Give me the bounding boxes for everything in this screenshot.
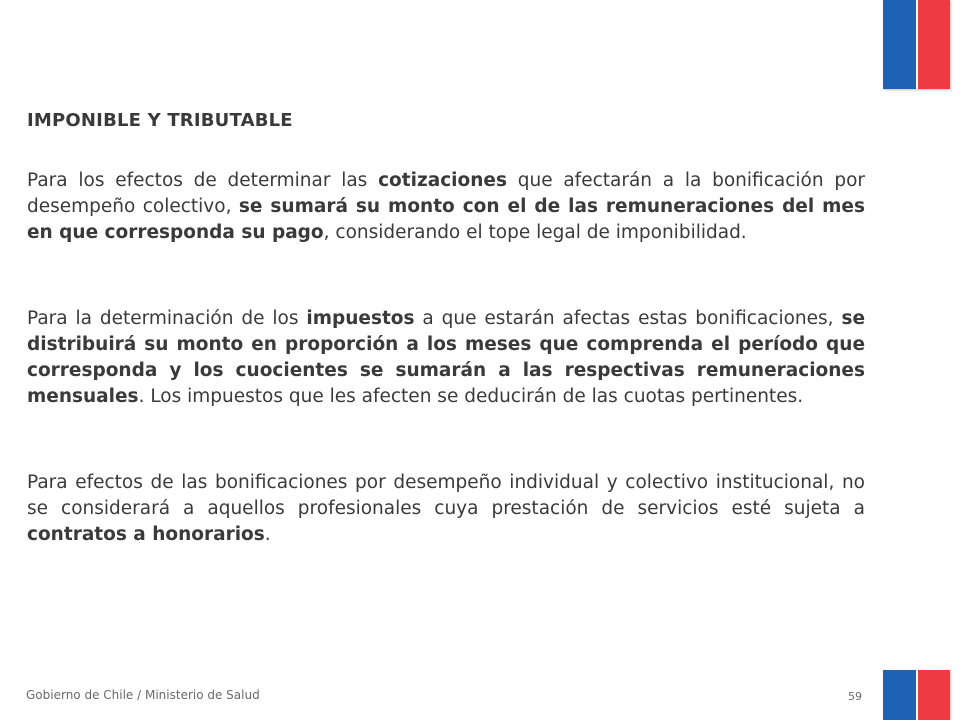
paragraph-honorarios: [27, 470, 865, 548]
body-text: a que estarán afectas estas bonificaciones,: [414, 308, 842, 329]
emphasis-text: se distribuirá su monto en proporción a los meses que comprenda el período que corresponda y los cuocientes se sumarán a las respectivas remuneraciones mensuales: [27, 308, 866, 407]
emphasis-text: contratos a honorarios: [27, 524, 265, 545]
body-text: Para la determinación de los: [27, 308, 307, 329]
body-text: .: [264, 524, 271, 545]
paragraph-impuestos: [27, 306, 865, 410]
flag-blue-stripe: [883, 0, 918, 89]
paragraph-cotizaciones: [27, 168, 865, 246]
body-text: Para efectos de las bonificaciones por desempeño individual y colectivo institucional, no se considerará a aquellos profesionales cuya prestación de servicios esté sujeta a: [27, 472, 865, 519]
flag-blue-stripe: [883, 670, 918, 720]
page-number: 59: [848, 690, 862, 703]
body-text: que afectarán a la bonificación por desempeño colectivo,: [27, 170, 865, 217]
flag-red-stripe: [918, 670, 951, 720]
footer-ministry: Gobierno de Chile / Ministerio de Salud: [26, 688, 260, 702]
body-text: , considerando el tope legal de imponibilidad.: [323, 222, 747, 243]
emphasis-text: impuestos: [306, 308, 415, 329]
chile-flag-logo-bottom: [883, 670, 950, 720]
body-text: Para los efectos de determinar las: [27, 170, 379, 191]
body-text: . Los impuestos que les afecten se deducirán de las cuotas pertinentes.: [138, 386, 804, 407]
emphasis-text: cotizaciones: [378, 170, 507, 191]
emphasis-text: se sumará su monto con el de las remuneraciones del mes en que corresponda su pago: [27, 196, 865, 243]
flag-red-stripe: [918, 0, 951, 89]
slide-title: IMPONIBLE Y TRIBUTABLE: [27, 110, 293, 131]
chile-flag-logo-top: [883, 0, 950, 89]
